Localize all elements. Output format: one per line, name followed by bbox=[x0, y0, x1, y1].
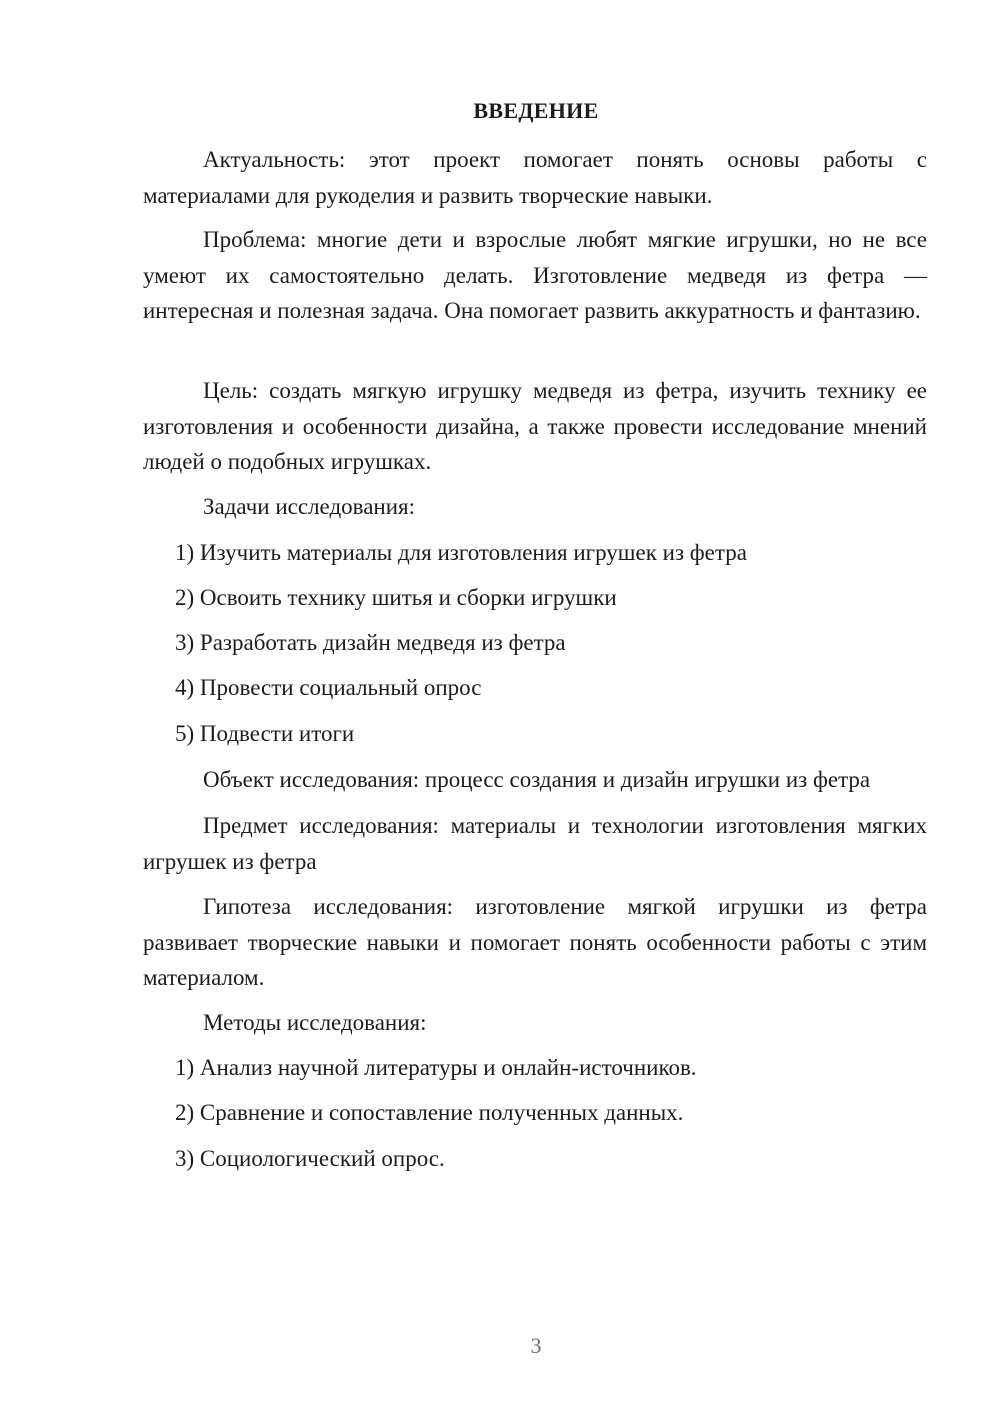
task-item: 2) Освоить технику шитья и сборки игрушки bbox=[175, 585, 617, 610]
section-title: ВВЕДЕНИЕ bbox=[473, 98, 599, 123]
task-item: 4) Провести социальный опрос bbox=[175, 675, 482, 700]
method-item: 3) Социологический опрос. bbox=[175, 1146, 445, 1171]
relevance-paragraph: Актуальность: этот проект помогает понять основы работы с материалами для рукоделия и развить творческие навыки. bbox=[143, 147, 927, 208]
task-item: 5) Подвести итоги bbox=[175, 721, 355, 746]
method-item: 1) Анализ научной литературы и онлайн-источников. bbox=[175, 1055, 697, 1080]
method-item: 2) Сравнение и сопоставление полученных данных. bbox=[175, 1100, 684, 1125]
task-item: 3) Разработать дизайн медведя из фетра bbox=[175, 630, 566, 655]
subject-paragraph: Предмет исследования: материалы и технологии изготовления мягких игрушек из фетра bbox=[143, 813, 927, 874]
hypothesis-paragraph: Гипотеза исследования: изготовление мягкой игрушки из фетра развивает творческие навыки и помогает понять особенности работы с этим материалом. bbox=[143, 894, 927, 990]
object-statement: Объект исследования: процесс создания и дизайн игрушки из фетра bbox=[203, 767, 871, 792]
page-number: 3 bbox=[530, 1333, 542, 1358]
task-item: 1) Изучить материалы для изготовления игрушек из фетра bbox=[175, 540, 747, 565]
tasks-heading: Задачи исследования: bbox=[203, 494, 416, 519]
problem-paragraph: Проблема: многие дети и взрослые любят мягкие игрушки, но не все умеют их самостоятельно делать. Изготовление медведя из фетра — интересная и полезная задача. Она помогает развить аккуратность и фантазию. bbox=[143, 227, 927, 323]
methods-heading: Методы исследования: bbox=[203, 1010, 427, 1035]
goal-paragraph: Цель: создать мягкую игрушку медведя из фетра, изучить технику ее изготовления и особенности дизайна, а также провести исследование мнений людей о подобных игрушках. bbox=[143, 378, 927, 474]
